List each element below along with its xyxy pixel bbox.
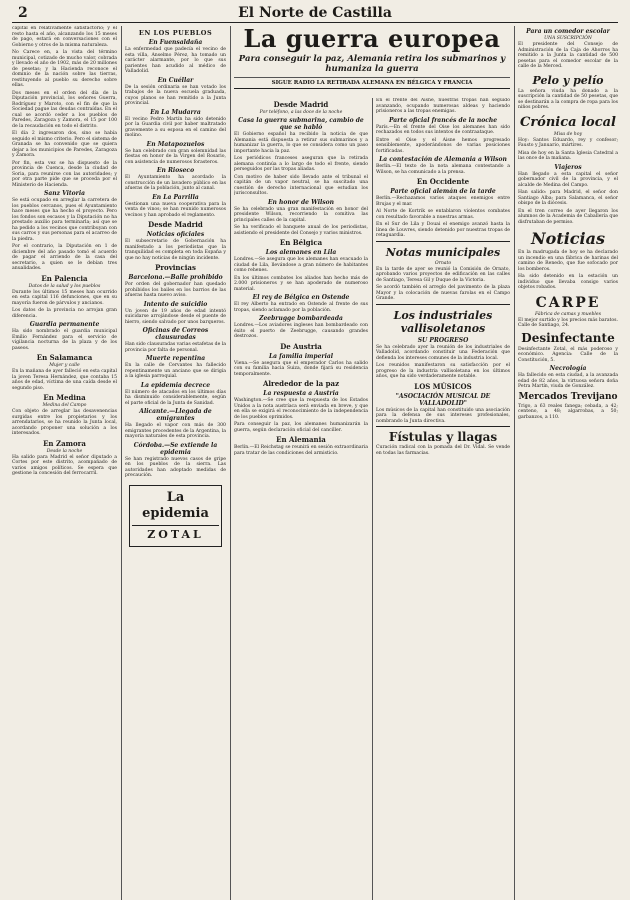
section-subheading: UNA SUSCRIPCIÓN [544, 36, 592, 41]
deck-line: SIGUE RADIO LA RETIRADA ALEMANA EN BÉLGICA Y FRANCIA [271, 80, 473, 86]
section-subheading: SU PROGRESO [417, 336, 469, 344]
article-text: El Gobierno español ha recibido la noticia de que Alemania está dispuesta a retirar sus submarinos y a humanizar la guerra, lo que se considera como un paso importante hacia la paz. [234, 132, 368, 154]
article-text: Se ha celebrado una gran manifestación en honor del presidente Wilson, recorriendo la comitiva las principales calles de la capital. [234, 206, 368, 223]
section-heading: En Salamanca [36, 353, 93, 362]
article-text: En la calle de Cervantes ha fallecido repentinamente un anciano que se dirigía a la iglesia parroquial. [125, 363, 226, 379]
article-text: Se ha verificado el banquete anual de los periodistas, asistiendo el presidente del Consejo y varios ministros. [234, 225, 368, 236]
article-text: En la madrugada de hoy se ha declarado un incendio en una fábrica de harinas del camino de Renedo, que fue sofocado por los bomberos. [518, 250, 618, 272]
section-subheading: Desde la noche [46, 448, 83, 454]
article-text: Los periódicos franceses aseguran que la retirada alemana continúa a lo largo de todo el frente, siendo perseguidos por las tropas aliadas. [234, 156, 368, 172]
article-text: Por fin, esta vez se ha dispuesto de la provincia de Cuenca, desde la ciudad de Soria, para reunirse con las autoridades; y por otra parte pide que se proceda por el Ministerio de Hacienda. [12, 160, 117, 188]
section-subheading: La familia imperial [268, 352, 334, 360]
section-heading: Viajeros [554, 163, 582, 171]
section-subheading: La contestación de Alemania a Wilson [379, 156, 507, 163]
article-text: Se han registrado nuevos casos de gripe en los pueblos de la sierra. Las autoridades han adoptado medidas de precaución. [125, 456, 226, 478]
section-heading: Sanz Vitoria [43, 190, 85, 197]
section-heading: Alrededor de la paz [262, 379, 340, 388]
section-subheading: En honor de Wilson [267, 198, 335, 206]
ad-text: El mejor surtido y los precios más baratos. Calle de Santiago, 24. [518, 317, 618, 328]
article-text: Ha sido nombrado el guardia municipal Emilio Fernández para el servicio de vigilancia nocturna de la plaza y de los paseos. [12, 329, 117, 351]
column-3 [234, 98, 368, 900]
article-text: Los datos de la provincia no arrojan gran diferencia. [12, 308, 117, 319]
section-heading: Pelo y pelío [532, 73, 604, 87]
column-rule [230, 26, 231, 900]
article-text: Para conseguir la paz, los alemanes humanizarán la guerra, según declaración oficial del canciller. [234, 422, 368, 433]
article-text: Gestionan una nueva cooperativa para la venta de vinos; se han reunido numerosos vecinos y han aprobado el reglamento. [125, 201, 226, 218]
mercados-heading: Mercados Trevijano [518, 391, 618, 402]
article-text: La señora viuda ha donado a la suscripción la cantidad de 50 pesetas, que se destinarán a la compra de ropa para los niños pobres. [518, 88, 618, 110]
section-heading: Desde Madrid [148, 220, 203, 229]
carpe-advertisement: CARPE [535, 294, 601, 311]
divider [234, 77, 510, 78]
article-text: El subsecretario de Gobernación ha manifestado a los periodistas que la tranquilidad es completa en toda España y que no hay noticias de ningún incidente. [125, 239, 226, 261]
section-heading: En Zamora [43, 438, 86, 448]
section-subheading: Medina del Campo [42, 403, 87, 408]
divider [234, 88, 510, 89]
article-text: Ha sido detenido en la estación un individuo que llevaba consigo varios objetos robados. [518, 274, 618, 290]
section-heading: En Alemania [276, 435, 326, 444]
article-text: Se está ocupado en arreglar la carretera de los pueblos cercanos, pues el Ayuntamiento hace meses que ha hecho el proyecto. Pero los fondos son escasos y la Diputación no ha prestado auxilio para terminarla; así que se ha pedido a los vecinos que contribuyan con sus carros y sus personas para el acarreo de la piedra. [12, 198, 117, 242]
section-heading: Para un comedor escolar [526, 28, 610, 35]
article-text: Entre el Oise y el Aisne hemos progresado sensiblemente, apoderándonos de varias posiciones fortificadas. [376, 137, 510, 154]
article-text: En los últimos combates los aliados han hecho más de 2.000 prisioneros y se han apoderado de numeroso material. [234, 275, 368, 292]
article-text: Ha salido para Madrid el señor diputado a Cortes por este distrito, acompañado de varios amigos políticos. Se espera que gestione la concesión del ferrocarril. [12, 454, 117, 476]
section-subheading: Córdoba.—Se extiende la epidemia [133, 441, 218, 456]
article-text: La enfermedad que padecía el vecino de esta villa, Anselmo Pérez, ha tomado un carácter alarmante, por lo que sus parientes han acudido al médico de Valladolid. [125, 47, 226, 74]
section-subheading: La epidemia decrece [140, 381, 211, 389]
article-text: Berlín.—Rechazamos varios ataques enemigos entre Brujas y el mar. [376, 196, 510, 207]
dateline: Por teléfono, a las doce de la noche [259, 110, 343, 115]
article-text: Los músicos de la capital han constituido una asociación para la defensa de sus intereses profesionales, nombrando la Junta directiva. [376, 407, 510, 424]
article-text: Han llegado a esta capital el señor gobernador civil de la provincia, y el alcalde de Medina del Campo. [518, 171, 618, 188]
article-text: Un joven de 19 años de edad intentó suicidarse arrojándose desde el puente de hierro, siendo salvado por unos barqueros. [125, 308, 226, 325]
article-text: Han sido clausuradas varias estafetas de la provincia por falta de personal. [125, 342, 226, 353]
column-2 [125, 26, 226, 900]
article-text: No Carece en, a la vista del término municipal, cotizado de mucho valor, cobrada y llevado el año de 1902, más de 20 millones de pesetas; y la Hacienda reconoce el dominio de la nación sobre las tierras, restituyendo al pueblo su derecho sobre ellas. [12, 50, 117, 88]
article-text: capital en relativamente satisfactorio; y el resto hasta el año, alcanzando los 15 meses de pago, estará en conversaciones con el Gobierno y otros de la misma naturaleza. [12, 26, 117, 48]
column-rule [372, 98, 373, 900]
article-text: Los reunidos manifestaron su satisfacción por el progreso de la industria vallisoletana en los últimos años, que ha sido verdaderamente notable. [376, 363, 510, 379]
column-rule [514, 26, 515, 900]
article-text: Al Norte de Kortrik se entablaron violentos combates con resultado favorable a nuestras armas. [376, 209, 510, 220]
article-text: Durante los últimos 15 meses han ocurrido en esta capital 116 defunciones, que en su mayoría fueron de párvulos y ancianos. [12, 289, 117, 306]
article-text: En la mañana de ayer falleció en esta capital la joven Teresa Hernández, que contaba 15 años de edad, víctima de una caída desde el segundo piso. [12, 369, 117, 391]
column-1 [12, 26, 117, 900]
article-text: El presidente del Consejo de Administración de la Caja de Ahorros ha remitido a la Junta la cantidad de 500 pesetas para el comedor escolar de la calle de la Merced. [518, 42, 618, 69]
article-text: Hoy: Santos Eduardo, rey y confesor; Fausto y Januario, mártires. [518, 137, 618, 148]
section-subheading: Noticias oficiales [146, 231, 205, 238]
article-text: Con motivo de haber sido llevado ante el tribunal el capitán de un vapor neutral, se ha suscitado una cuestión de derecho internacional que estudian los jurisconsultos. [234, 174, 368, 196]
article-text: Por orden del gobernador han quedado prohibidos los bailes en los barrios de las afueras hasta nuevo aviso. [125, 282, 226, 298]
article-text: Trigo, a 63 reales fanega; cebada, a 42; centeno, a 48; algarrobas, a 50; garbanzos, a 110. [518, 403, 618, 420]
section-heading: LOS MÚSICOS [414, 381, 472, 391]
section-heading: En Palencia [41, 273, 88, 283]
section-subheading: Oficinas de Correos clausuradas [142, 327, 209, 341]
column-5 [518, 26, 618, 900]
section-subheading: Ornato [434, 260, 452, 266]
ad-headline: La epidemia [142, 489, 209, 521]
divider [376, 426, 510, 427]
section-heading: En Bélgica [279, 238, 323, 247]
article-text: El día 2 ingresaron dos, sino se había seguido el mismo criterio. Pero el sistema de Granada se ha convenido que se quiera dejar a los municipios de Paredes, Zaragoza y Zamora. [12, 131, 117, 158]
section-heading: Notas municipales [385, 245, 501, 259]
article-text: Londres.—Los aviadores ingleses han bombardeado con éxito el puerto de Zeebrugge, causando grandes destrozos. [234, 323, 368, 339]
article-text: El número de atacados en los últimos días ha disminuido considerablemente, según el parte oficial de la Junta de Sanidad. [125, 389, 226, 406]
section-subheading: Casa la guerra submarina, cambio de que se habló [238, 117, 364, 131]
section-subheading: En Fuensaldaña [148, 39, 203, 46]
article-text: Berlín.—El Reichstag se reunirá en sesión extraordinaria para tratar de las condiciones del armisticio. [234, 445, 368, 456]
section-heading: Guardia permanente [29, 321, 100, 328]
article-text: El vecino Pedro Martín ha sido detenido por la Guardia civil por haber maltratado gravemente a su esposa en el camino del molino. [125, 116, 226, 138]
section-subheading: Muerte repentina [145, 355, 206, 362]
section-subheading: El rey de Bélgica en Ostende [252, 294, 350, 301]
section-heading: Los industriales vallisoletanos [393, 308, 493, 335]
zotal-advertisement [129, 485, 222, 547]
section-heading: En La Parrilla [152, 193, 199, 201]
article-text: Se acordó también el arreglo del pavimento de la plaza Mayor y la colocación de nuevas farolas en el Campo Grande. [376, 285, 510, 301]
article-text: En el tren correo de ayer llegaron los alumnos de la Academia de Caballería que disfrutaban de permiso. [518, 208, 618, 225]
article-text: Ha fallecido en esta ciudad, a la avanzada edad de 82 años, la virtuosa señora doña Petra Martín, viuda de González. [518, 373, 618, 389]
section-subheading: Parte oficial francés de la noche [388, 116, 498, 124]
columns-area [12, 26, 618, 900]
section-heading: Necrología [549, 365, 587, 372]
fistulas-advertisement: Fístulas y llagas [388, 430, 498, 444]
section-subheading: La respuesta a Austria [263, 390, 339, 397]
section-subheading: Intento de suicidio [143, 300, 208, 308]
desinfectante-advertisement: Desinfectante [521, 330, 615, 345]
section-heading: En Rioseco [156, 167, 195, 174]
section-heading: Provincias [155, 263, 196, 272]
section-subheading: Los alemanes en Lila [265, 249, 337, 256]
section-heading: Crónica local [519, 114, 616, 130]
article-text: En el Sur de Lila y Douai el enemigo avanzó hasta la línea de Louvres, siendo detenido por nuestras tropas de retaguardia. [376, 222, 510, 238]
section-heading: EN LOS PUEBLOS [138, 29, 213, 37]
ad-text: Desinfectante Zotal, el más poderoso y económico. Agencia: Calle de la Constitución, 5. [518, 346, 618, 363]
article-text: Con objeto de arreglar las desavenencias surgidas entre los propietarios y los arrendatarios, se ha reunido la Junta local, acordando proponer una solución a los interesados. [12, 409, 117, 436]
section-heading: En Occidente [416, 177, 470, 186]
article-text: Se ha celebrado ayer la reunión de los industriales de Valladolid, acordando constituir una Federación que defienda los intereses comunes de la industria local. [376, 344, 510, 361]
section-subheading: Parte oficial alemán de la tarde [390, 188, 496, 195]
article-text: Berlín.—El texto de la nota alemana contestando a Wilson, se ha comunicado a la prensa. [376, 164, 510, 175]
section-subheading: Barcelona.—Balle prohibido [128, 274, 223, 281]
section-subheading: Mujer y calle [49, 363, 80, 368]
article-text: Han salido: para Madrid, el señor don Santiago Alba; para Salamanca, el señor obispo de la diócesis. [518, 190, 618, 206]
page-number: 2 [18, 5, 28, 21]
article-text: En el frente del Aisne, nuestras tropas han seguido avanzando, ocupando numerosas aldeas y haciendo prisioneros a las tropas enemigas. [376, 98, 510, 114]
main-subheadline: Para conseguir la paz, Alemania retira los submarinos y humaniza la guerra [238, 54, 506, 74]
section-heading: En La Mudarra [150, 108, 201, 116]
article-text: En la tarde de ayer se reunió la Comisión de Ornato, aprobando varios proyectos de edificación en las calles de Santiago, Teresa Gil y Duque de la Victoria. [376, 266, 510, 283]
masthead [12, 4, 618, 23]
ad-brand: ZOTAL [132, 525, 219, 542]
section-heading: En Medina [43, 393, 86, 402]
article-text: Dos meses en el orden del día de la Diputación provincial, los señores Guerra, Rodríguez y Maroto, con el fin de que la Sociedad pague las deudas contraídas. En el cual se acordó ceder a los pueblos de Paredes, Zaragoza y Zamora, el 15 por 100 de la recaudación en todo el distrito. [12, 90, 117, 129]
article-text: De la sesión ordinaria se han votado los trabajos de la nueva escuela graduada, cuyos planos se han remitido a la Junta provincial. [125, 84, 226, 106]
main-headline: La guerra europea [243, 26, 501, 53]
article-text: Se han celebrado con gran solemnidad las fiestas en honor de la Virgen del Rosario, con asistencia de numerosos forasteros. [125, 148, 226, 165]
section-heading: Noticias [531, 229, 605, 248]
newspaper-title: El Norte de Castilla [238, 5, 392, 21]
section-subheading: "ASOCIACIÓN MUSICAL DE VALLADOLID" [395, 392, 491, 407]
article-text: Washington.—Se cree que la respuesta de los Estados Unidos a la nota austríaca será enviada en breve, y que en ella se exigirá el reconocimiento de la independencia de los pueblos oprimidos. [234, 398, 368, 420]
headline-block [234, 26, 510, 96]
article-text: Misa de hoy en la Santa Iglesia Catedral a las once de la mañana. [518, 150, 618, 161]
article-text: El Ayuntamiento ha acordado la construcción de un lavadero público en las afueras de la población, junto al canal. [125, 175, 226, 191]
ad-subheading: Fábrica de camas y muebles [535, 311, 601, 317]
article-text: El rey Alberto ha entrado en Ostende al frente de sus tropas, siendo aclamado por la población. [234, 302, 368, 313]
section-subheading: Misa de hoy [553, 131, 583, 137]
article-text: Viena.—Se asegura que el emperador Carlos ha salido con su familia hacia Suiza, donde fijará su residencia temporalmente. [234, 360, 368, 377]
section-subheading: Alicante.—Llegada de emigrantes [139, 408, 212, 422]
article-text: Ha llegado el vapor con más de 300 emigrantes procedentes de la Argentina, la mayoría naturales de esta provincia. [125, 423, 226, 439]
divider [376, 304, 510, 305]
ad-text: Curación radical con la pomada del Dr. Vidal. Se vende en todas las farmacias. [376, 445, 510, 456]
section-heading: En Matapozuelos [146, 140, 205, 148]
article-text: Por el contrario, la Diputación en 1 de diciembre del año pasado tomó el acuerdo de pagar el arriendo de la casa del secretario, a quien se le debían tres anualidades. [12, 244, 117, 271]
section-subheading: Datos de la salud y los pueblos [28, 283, 101, 289]
article-text: París.—En el frente del Oise los alemanes han sido rechazados en todos sus intentos de contraataque. [376, 124, 510, 135]
column-4 [376, 98, 510, 900]
section-subheading: Zeebrugge bombardeada [259, 315, 343, 322]
section-heading: En Cuéllar [157, 76, 194, 84]
divider [376, 241, 510, 242]
article-text: Londres.—Se asegura que los alemanes han evacuado la ciudad de Lila, llevándose a gran número de habitantes como rehenes. [234, 257, 368, 273]
section-heading: De Austria [280, 341, 322, 351]
section-heading: Desde Madrid [273, 100, 329, 109]
column-rule [121, 26, 122, 900]
